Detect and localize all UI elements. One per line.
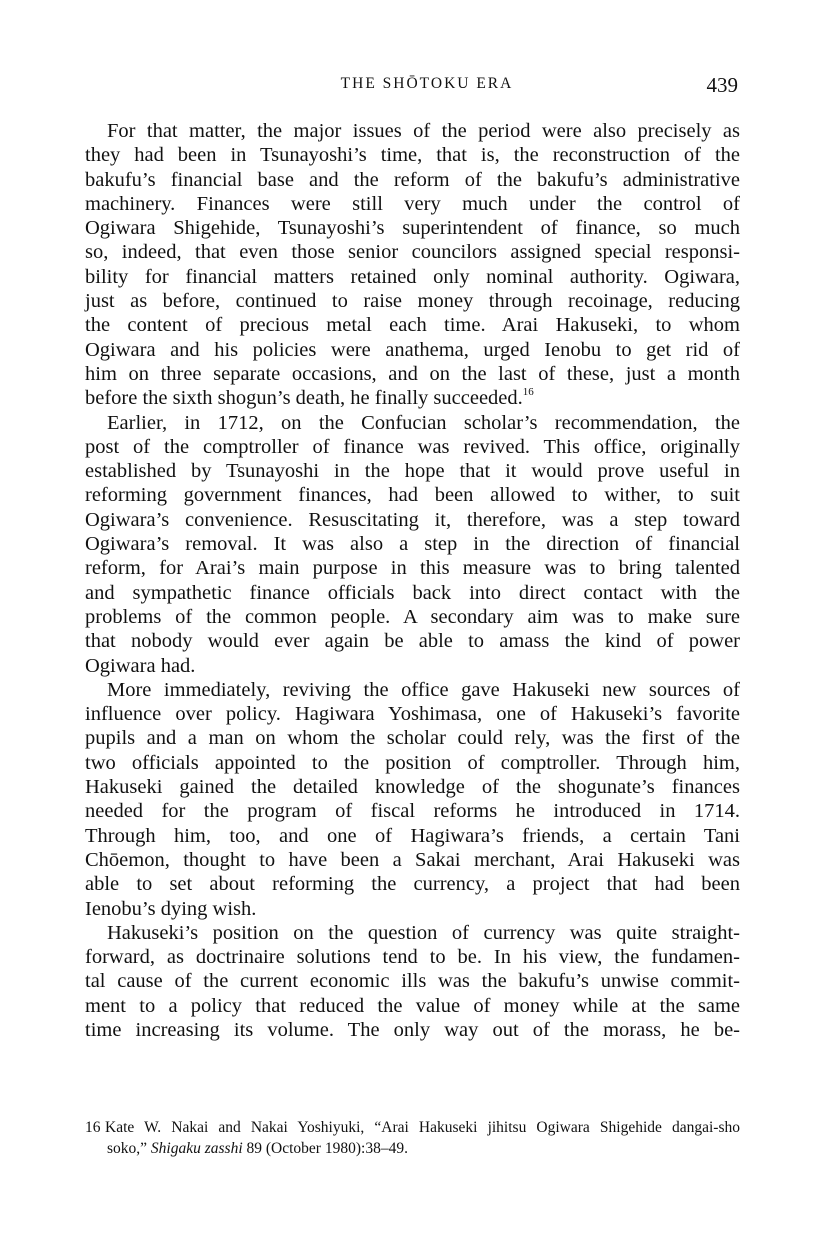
- text-line: time increasing its volume. The only way out of the morass, he be-: [85, 1018, 740, 1041]
- text-line: Ogiwara’s convenience. Resuscitating it, therefore, was a step toward: [85, 508, 740, 531]
- text-line: More immediately, reviving the office gave Hakuseki new sources of: [107, 678, 740, 701]
- text-line: Ogiwara Shigehide, Tsunayoshi’s superintendent of finance, so much: [85, 217, 740, 240]
- text-line: machinery. Finances were still very much under the control of: [85, 192, 740, 215]
- text-line: post of the comptroller of finance was revived. This office, originally: [85, 435, 740, 458]
- text-line: forward, as doctrinaire solutions tend to be. In his view, the fundamen-: [85, 946, 740, 969]
- footnotes: [85, 1117, 740, 1159]
- text-line: that nobody would ever again be able to amass the kind of power: [85, 630, 740, 653]
- text-line: able to set about reforming the currency, a project that had been: [85, 873, 740, 896]
- text-line: Chōemon, thought to have been a Sakai merchant, Arai Hakuseki was: [85, 848, 740, 871]
- text-line: Earlier, in 1712, on the Confucian scholar’s recommendation, the: [107, 411, 740, 434]
- text-line: so, indeed, that even those senior councilors assigned special responsi-: [85, 241, 740, 264]
- text-line-with-footnote: [85, 386, 740, 410]
- footnote-text: 89 (October 1980):38–49.: [242, 1140, 408, 1157]
- text-line: bakufu’s financial base and the reform of the bakufu’s administrative: [85, 168, 740, 191]
- text-line: Ienobu’s dying wish.: [85, 897, 257, 920]
- text-line: pupils and a man on whom the scholar could rely, was the first of the: [85, 727, 740, 750]
- journal-title: Shigaku zasshi: [150, 1140, 243, 1157]
- text-line: tal cause of the current economic ills was the bakufu’s unwise commit-: [85, 970, 740, 993]
- text-line: reform, for Arai’s main purpose in this measure was to bring talented: [85, 557, 740, 580]
- text-line: Through him, too, and one of Hagiwara’s friends, a certain Tani: [85, 824, 740, 847]
- text-line: Ogiwara had.: [85, 654, 196, 677]
- text-line: reforming government finances, had been allowed to wither, to suit: [85, 484, 740, 507]
- footnote-line: [85, 1117, 740, 1138]
- running-header: [112, 72, 742, 102]
- body-text: [85, 119, 740, 1042]
- text-line: the content of precious metal each time. Arai Hakuseki, to whom: [85, 314, 740, 337]
- text-line: ment to a policy that reduced the value of money while at the same: [85, 994, 740, 1017]
- text-line: two officials appointed to the position of comptroller. Through him,: [85, 751, 740, 774]
- text-line: Ogiwara and his policies were anathema, urged Ienobu to get rid of: [85, 338, 740, 361]
- text-line: before the sixth shogun’s death, he finally succeeded.: [85, 387, 523, 410]
- running-title: THE SHŌTOKU ERA: [340, 75, 514, 92]
- text-line: For that matter, the major issues of the period were also precisely as: [107, 120, 740, 142]
- text-line: and sympathetic finance officials back into direct contact with the: [85, 581, 740, 604]
- text-line: needed for the program of fiscal reforms he introduced in 1714.: [85, 800, 740, 823]
- text-line: him on three separate occasions, and on the last of these, just a month: [85, 362, 740, 385]
- page-number: 439: [706, 73, 738, 97]
- footnote-reference: 16: [522, 386, 534, 399]
- text-line: problems of the common people. A secondary aim was to make sure: [85, 605, 740, 628]
- text-line: just as before, continued to raise money through recoinage, reducing: [85, 290, 740, 313]
- footnote-number: 16: [85, 1119, 101, 1136]
- text-line: established by Tsunayoshi in the hope that it would prove useful in: [85, 460, 740, 483]
- footnote-text: Kate W. Nakai and Nakai Yoshiyuki, “Arai Hakuseki jihitsu Ogiwara Shigehide dangai-sho: [105, 1119, 740, 1136]
- text-line: Hakuseki gained the detailed knowledge of the shogunate’s finances: [85, 776, 740, 799]
- text-line: Hakuseki’s position on the question of currency was quite straight-: [107, 921, 740, 944]
- text-line: influence over policy. Hagiwara Yoshimasa, one of Hakuseki’s favorite: [85, 703, 740, 726]
- footnote-text: soko,”: [107, 1140, 151, 1157]
- text-line: Ogiwara’s removal. It was also a step in the direction of financial: [85, 533, 740, 556]
- footnote-line: [85, 1138, 740, 1159]
- text-line: bility for financial matters retained only nominal authority. Ogiwara,: [85, 265, 740, 288]
- text-line: they had been in Tsunayoshi’s time, that is, the reconstruction of the: [85, 144, 740, 167]
